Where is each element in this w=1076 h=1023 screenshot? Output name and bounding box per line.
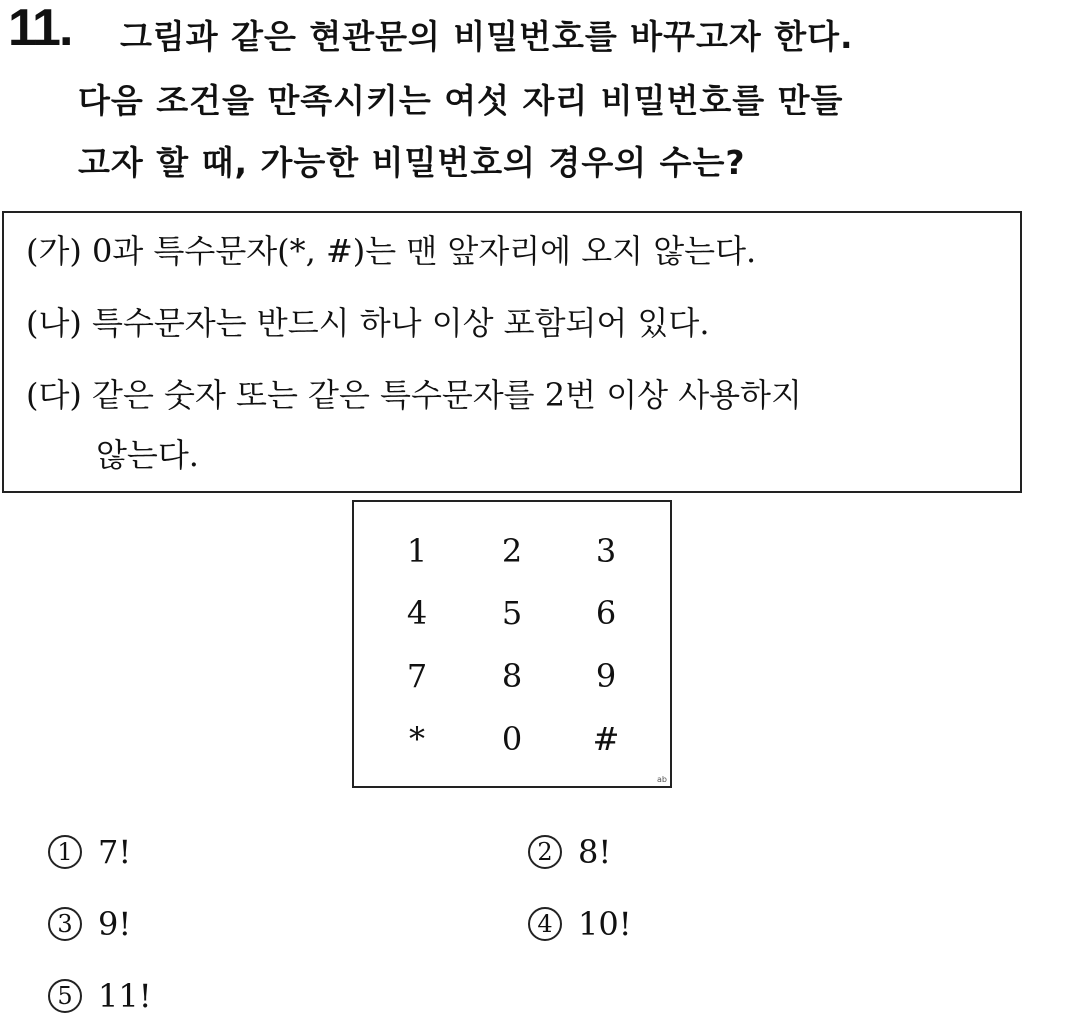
choice-marker-2: 2 (528, 835, 562, 869)
key-9: 9 (595, 657, 617, 695)
choice-value-4: 10! (578, 905, 632, 943)
key-8: 8 (501, 657, 523, 695)
keypad-figure (352, 500, 672, 788)
choice-value-3: 9! (98, 905, 132, 943)
question-text-line-2: 다음 조건을 만족시키는 여섯 자리 비밀번호를 만들 (78, 81, 844, 120)
choice-marker-1: 1 (48, 835, 82, 869)
key-1: 1 (406, 532, 428, 570)
condition-da: (다) 같은 숫자 또는 같은 특수문자를 2번 이상 사용하지 (26, 376, 802, 414)
conditions-box (2, 211, 1022, 493)
key-2: 2 (501, 532, 523, 570)
key-6: 6 (595, 594, 617, 632)
choice-marker-3: 3 (48, 907, 82, 941)
choice-value-5: 11! (98, 977, 152, 1015)
choice-3[interactable] (48, 905, 132, 944)
key-0: 0 (501, 720, 523, 758)
choice-marker-5: 5 (48, 979, 82, 1013)
choice-marker-4: 4 (528, 907, 562, 941)
choice-4[interactable] (528, 905, 632, 944)
condition-da-continued: 않는다. (96, 436, 199, 474)
choice-5[interactable] (48, 977, 152, 1016)
key-7: 7 (406, 657, 428, 695)
key-hash: # (592, 720, 620, 758)
question-number: 11. (8, 0, 72, 57)
choice-value-1: 7! (98, 833, 132, 871)
choice-2[interactable] (528, 833, 612, 872)
watermark: ab (657, 775, 667, 784)
key-5: 5 (501, 594, 523, 632)
question-text-line-3: 고자 할 때, 가능한 비밀번호의 경우의 수는? (78, 143, 746, 182)
condition-ga: (가) 0과 특수문자(*, #)는 맨 앞자리에 오지 않는다. (26, 232, 757, 270)
choice-value-2: 8! (578, 833, 612, 871)
condition-na: (나) 특수문자는 반드시 하나 이상 포함되어 있다. (26, 304, 710, 342)
question-text-line-1: 그림과 같은 현관문의 비밀번호를 바꾸고자 한다. (120, 17, 854, 56)
choice-1[interactable] (48, 833, 132, 872)
key-3: 3 (595, 532, 617, 570)
key-star: * (409, 720, 425, 758)
key-4: 4 (406, 594, 428, 632)
